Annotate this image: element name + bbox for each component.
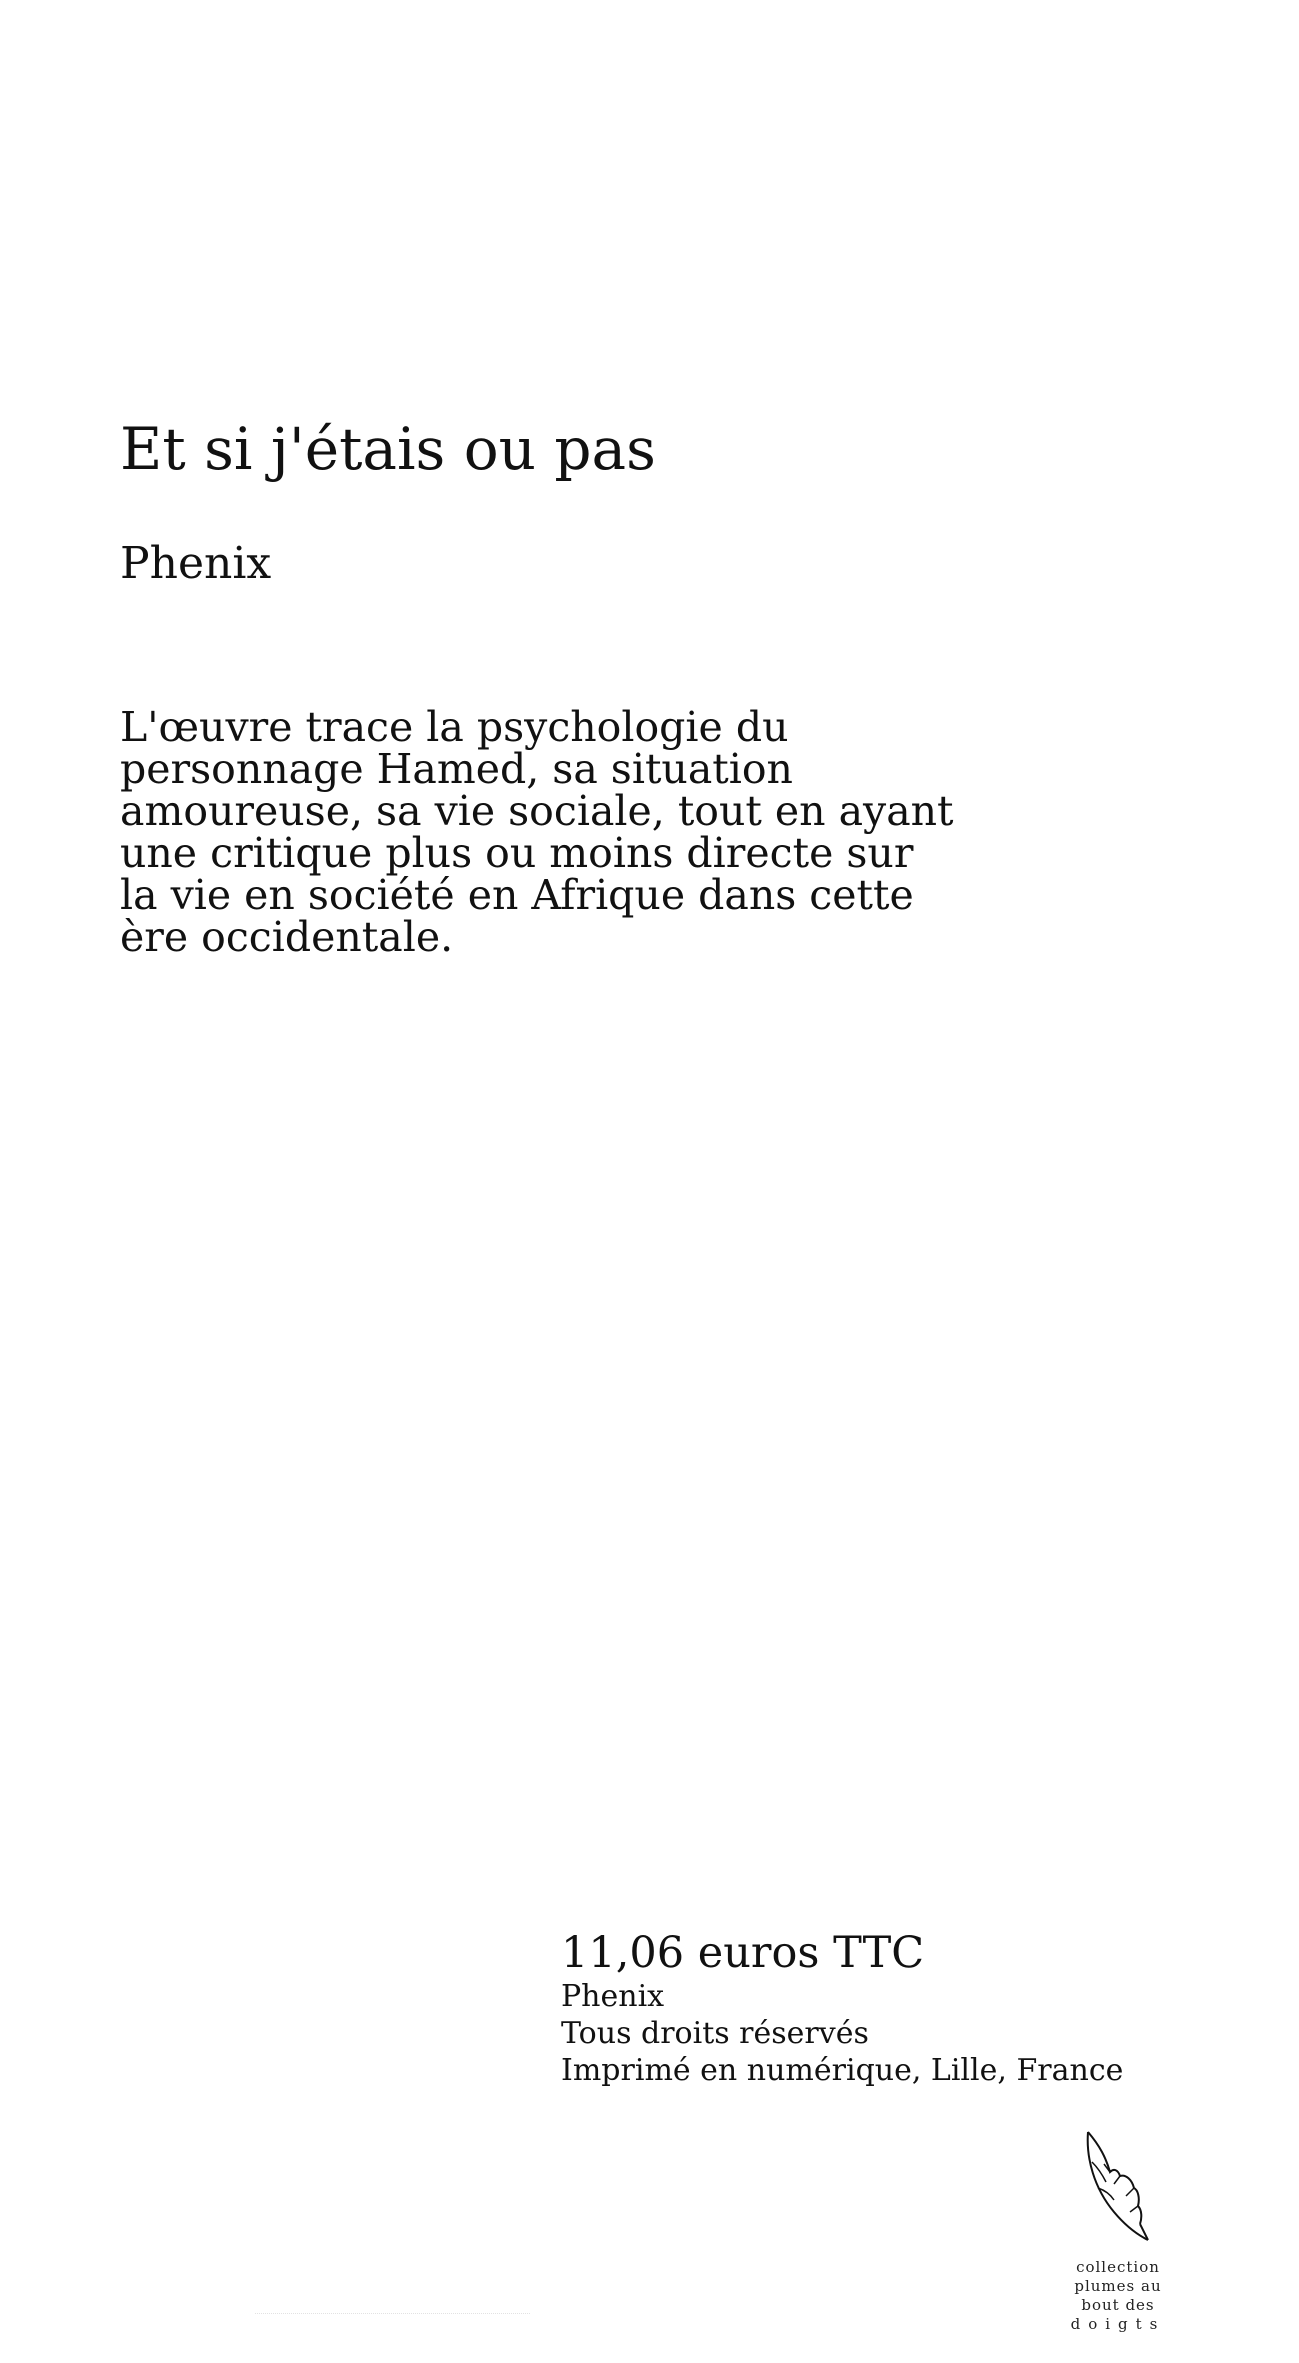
collection-name (1068, 2258, 1168, 2334)
logo-text-line: bout des (1081, 2296, 1155, 2314)
logo-text-line: doigts (1070, 2315, 1166, 2333)
publisher-label: Phenix (561, 1979, 665, 2014)
summary-line: personnage Hamed, sa situation (120, 745, 793, 793)
logo-text-line: plumes au (1074, 2277, 1162, 2295)
quill-feather-icon (1080, 2128, 1160, 2248)
summary-line: ère occidentale. (120, 913, 454, 961)
summary-line: amoureuse, sa vie sociale, tout en ayant (120, 787, 954, 835)
back-cover-info (561, 1928, 1123, 2089)
summary-line: L'œuvre trace la psychologie du (120, 703, 789, 751)
printing-label: Imprimé en numérique, Lille, France (561, 2053, 1124, 2088)
summary-line: une critique plus ou moins directe sur (120, 829, 914, 877)
logo-text-line: collection (1076, 2258, 1160, 2276)
book-summary (120, 703, 1000, 961)
book-author: Phenix (120, 538, 272, 589)
rights-label: Tous droits réservés (561, 2016, 869, 2051)
book-title: Et si j'étais ou pas (120, 415, 656, 483)
summary-line: la vie en société en Afrique dans cette (120, 871, 914, 919)
divider (255, 2313, 530, 2314)
collection-logo (1068, 2128, 1168, 2334)
price-label: 11,06 euros TTC (561, 1928, 925, 1978)
